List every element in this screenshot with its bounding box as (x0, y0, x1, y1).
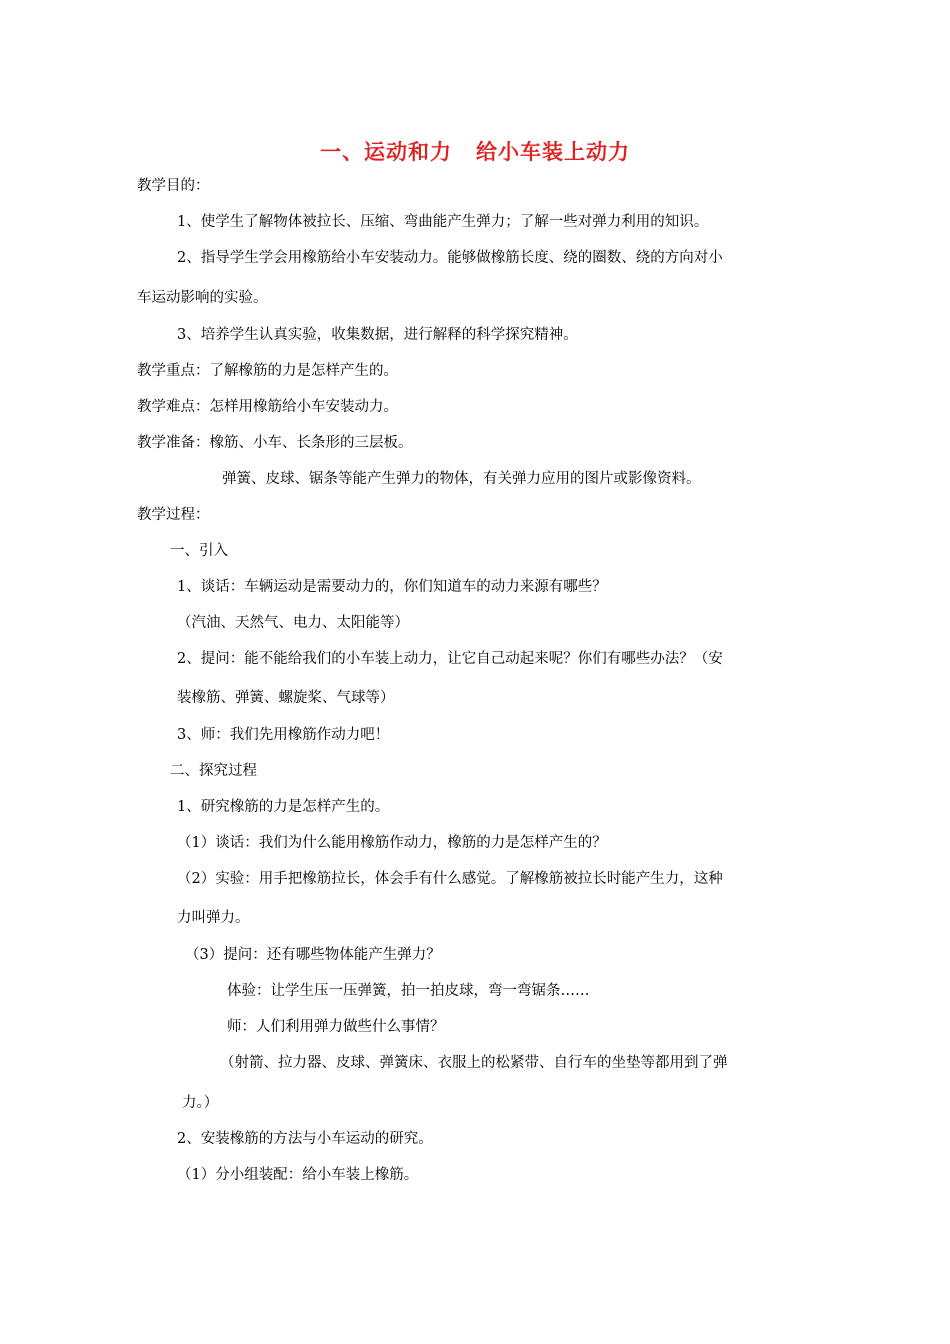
paragraph-line: 1、研究橡筋的力是怎样产生的。 (177, 799, 390, 815)
difficulty-line: 教学难点：怎样用橡筋给小车安装动力。 (137, 399, 398, 415)
paragraph-line: 1、使学生了解物体被拉长、压缩、弯曲能产生弹力；了解一些对弹力利用的知识。 (177, 214, 709, 230)
subsection-heading: 二、探究过程 (170, 763, 257, 779)
title-part-1: 一、运动和力 (320, 140, 452, 164)
paragraph-line: （射箭、拉力器、皮球、弹簧床、衣服上的松紧带、自行车的坐垫等都用到了弹 (220, 1055, 728, 1071)
key-point-line: 教学重点：了解橡筋的力是怎样产生的。 (137, 363, 398, 379)
paragraph-line: 车运动影响的实验。 (137, 290, 268, 306)
paragraph-line: 1、谈话：车辆运动是需要动力的，你们知道车的动力来源有哪些？ (177, 579, 607, 595)
paragraph-line: 力叫弹力。 (177, 910, 250, 926)
subsection-heading: 一、引入 (170, 543, 228, 559)
paragraph-line: 2、指导学生学会用橡筋给小车安装动力。能够做橡筋长度、绕的圈数、绕的方向对小 (177, 250, 723, 266)
paragraph-line: 3、师：我们先用橡筋作动力吧！ (177, 727, 390, 743)
paragraph-line: 师：人们利用弹力做些什么事情？ (227, 1019, 445, 1035)
paragraph-line: （汽油、天然气、电力、太阳能等） (177, 615, 409, 631)
paragraph-line: 力。） (182, 1095, 219, 1111)
paragraph-line: 装橡筋、弹簧、螺旋桨、气球等） (177, 690, 395, 706)
paragraph-line: 2、安装橡筋的方法与小车运动的研究。 (177, 1131, 433, 1147)
paragraph-line: （3）提问：还有哪些物体能产生弹力？ (185, 947, 441, 963)
paragraph-line: 3、培养学生认真实验，收集数据，进行解释的科学探究精神。 (177, 327, 578, 343)
paragraph-line: （1）分小组装配：给小车装上橡筋。 (177, 1167, 419, 1183)
preparation-line: 弹簧、皮球、锯条等能产生弹力的物体，有关弹力应用的图片或影像资料。 (222, 471, 701, 487)
paragraph-line: （2）实验：用手把橡筋拉长，体会手有什么感觉。了解橡筋被拉长时能产生力，这种 (177, 871, 723, 887)
paragraph-line: （1）谈话：我们为什么能用橡筋作动力，橡筋的力是怎样产生的？ (177, 835, 607, 851)
paragraph-line: 2、提问：能不能给我们的小车装上动力，让它自己动起来呢？你们有哪些办法？（安 (177, 651, 723, 667)
section-heading-process: 教学过程： (137, 507, 210, 523)
section-heading-objectives: 教学目的： (137, 178, 210, 194)
title-part-2: 给小车装上动力 (476, 140, 630, 164)
paragraph-line: 体验：让学生压一压弹簧，拍一拍皮球，弯一弯锯条…… (227, 983, 590, 999)
preparation-line: 教学准备：橡筋、小车、长条形的三层板。 (137, 435, 413, 451)
page-title (0, 136, 950, 166)
